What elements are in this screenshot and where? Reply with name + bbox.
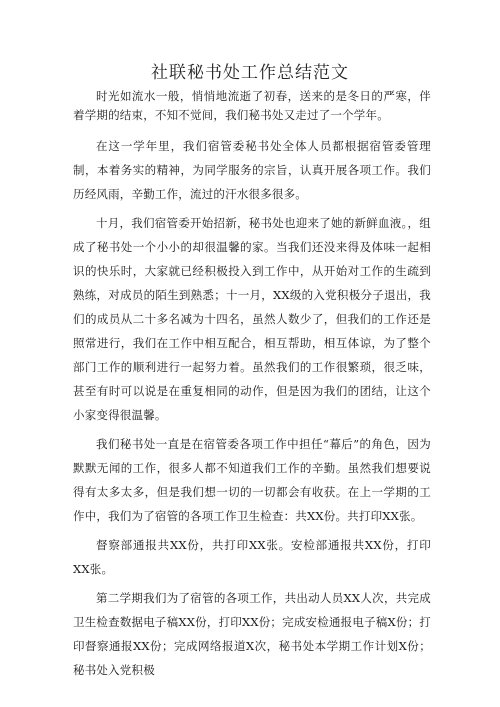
- paragraph-3: 十月，我们宿管委开始招新，秘书处也迎来了她的新鲜血液。，组成了秘书处一个小小的却很温馨的家。当我们还没来得及体味一起相识的快乐时，大家就已经积极投入到工作中，从开始对工作的生疏到熟练，对成员的陌生到熟悉；十一月，XX级的入党积极分子退出，我们的成员从二十多名减为十四名，虽然人数少了，但我们的工作还是照常进行，我们在工作中相互配合，相互帮助，相互体谅，为了整个部门工作的顺利进行一起努力着。虽然我们的工作很繁琐，很乏味，甚至有时可以说是在重复相同的动作，但是因为我们的团结，让这个小家变得很温馨。: [73, 216, 431, 422]
- paragraph-2: 在这一学年里，我们宿管委秘书处全体人员都根据宿管委管理制，本着务实的精神，为同学服务的宗旨，认真开展各项工作。我们历经风雨，辛勤工作，流过的汗水很多很多。: [73, 139, 431, 201]
- document-title: 社联秘书处工作总结范文: [151, 63, 349, 83]
- paragraph-5: 督察部通报共XX份，共打印XX张。安检部通报共XX份，打印XX张。: [73, 538, 431, 576]
- paragraph-4: 我们秘书处一直是在宿管委各项工作中担任“幕后”的角色，因为默默无闻的工作，很多人都不知道我们工作的辛勤。虽然我们想要说得有太多太多，但是我们想一切的一切都会有收获。在上一学期的工作中，我们为了宿管的各项工作卫生检查：共XX份。共打印XX张。: [73, 437, 431, 523]
- document-body: [73, 87, 431, 687]
- paragraph-1: 时光如流水一般，悄悄地流逝了初春，送来的是冬日的严寒，伴着学期的结束，不知不觉间，我们秘书处又走过了一个学年。: [73, 89, 431, 122]
- paragraph-6: 第二学期我们为了宿管的各项工作，共出动人员XX人次，共完成卫生检查数据电子稿XX份，打印XX份；完成安检通报电子稿X份；打印督察通报XX份；完成网络报道X次，秘书处本学期工作计划X份；秘书处入党积极: [73, 591, 431, 677]
